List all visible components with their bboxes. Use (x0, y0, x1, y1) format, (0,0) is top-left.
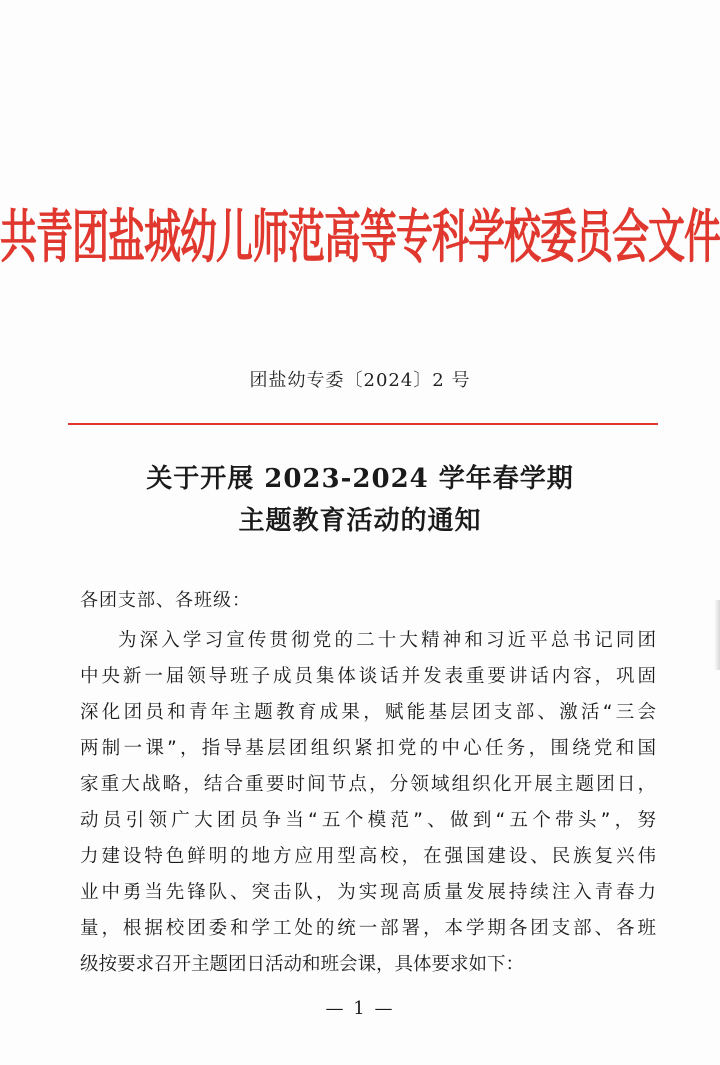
issuer-header-title: 共青团盐城幼儿师范高等专科学校委员会文件 (0, 203, 720, 271)
body-line: 动员引领广大团员争当“五个模范”、做到“五个带头”，努 (80, 810, 656, 831)
red-divider-line (68, 423, 658, 425)
body-line: 级按要求召开主题团日活动和班会课，具体要求如下： (80, 954, 525, 975)
body-line: 深化团员和青年主题教育成果，赋能基层团支部、激活“三会 (80, 702, 656, 723)
document-number: 团盐幼专委〔2024〕2 号 (249, 370, 471, 391)
scan-edge-shadow (714, 600, 720, 670)
body-line: 家重大战略，结合重要时间节点，分领域组织化开展主题团日， (80, 774, 656, 795)
body-line: 两制一课”，指导基层团组织紧扣党的中心任务，围绕党和国 (80, 738, 656, 759)
page-number: — 1 — (325, 998, 395, 1019)
notice-title-line-2: 主题教育活动的通知 (238, 506, 482, 536)
body-line: 量，根据校团委和学工处的统一部署，本学期各团支部、各班 (80, 918, 656, 939)
body-line: 中央新一届领导班子成员集体谈话并发表重要讲话内容，巩固 (80, 666, 656, 687)
salutation: 各团支部、各班级： (80, 590, 251, 611)
notice-title-line-1: 关于开展 2023-2024 学年春学期 (146, 464, 574, 494)
body-line: 业中勇当先锋队、突击队，为实现高质量发展持续注入青春力 (80, 882, 656, 903)
body-line: 为深入学习宣传贯彻党的二十大精神和习近平总书记同团 (118, 630, 656, 651)
body-line: 力建设特色鲜明的地方应用型高校，在强国建设、民族复兴伟 (80, 846, 656, 867)
